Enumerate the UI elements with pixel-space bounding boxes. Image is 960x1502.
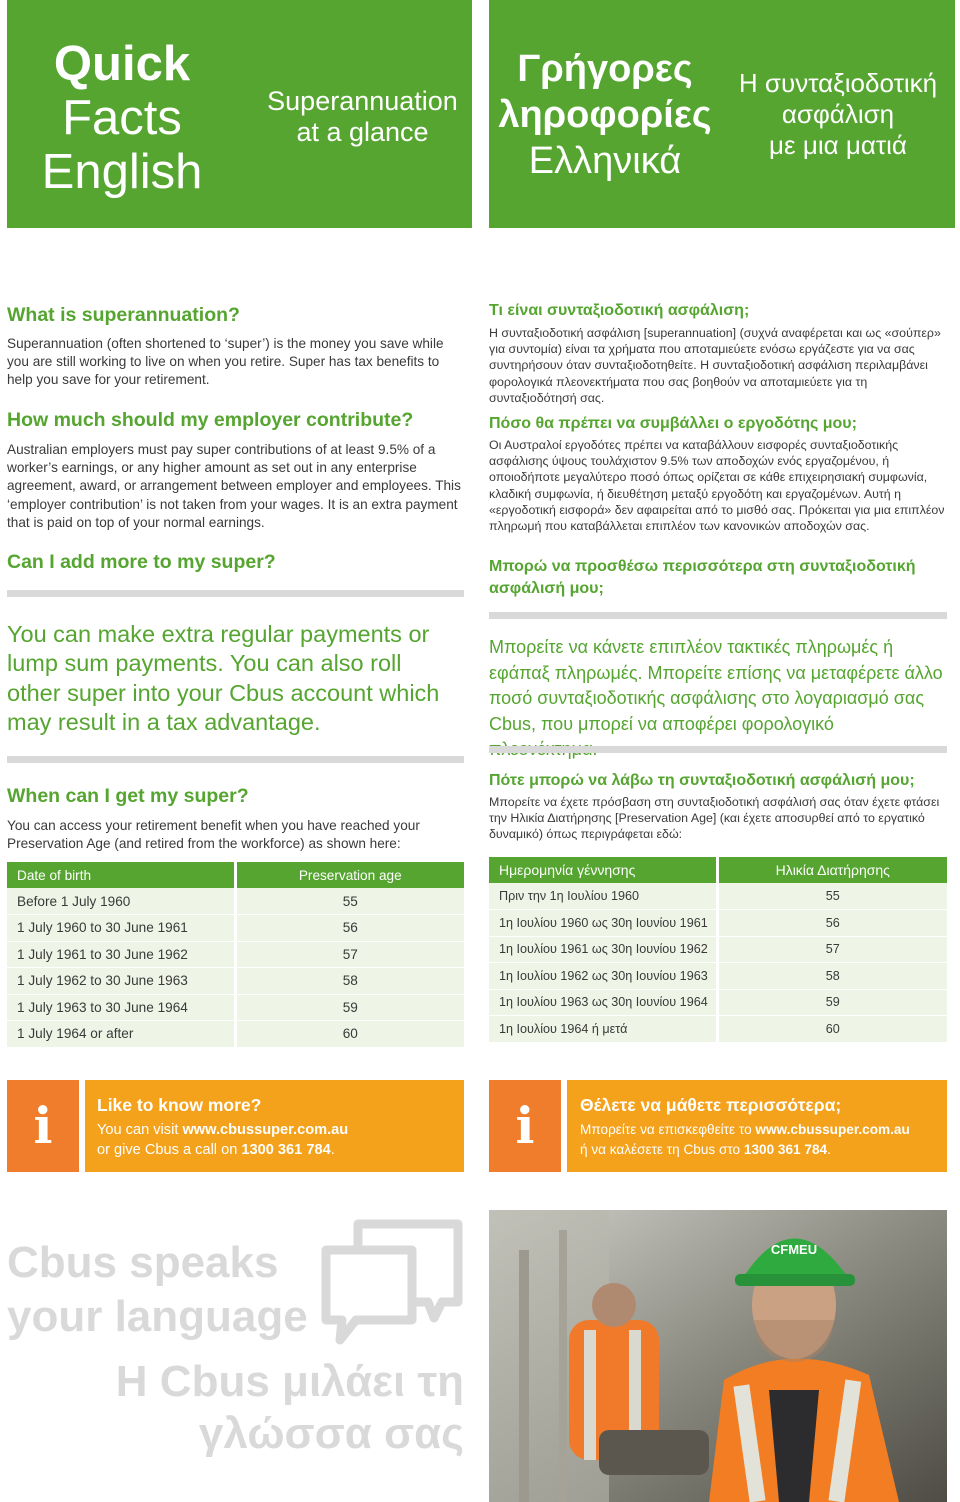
info-banner-gr (567, 1080, 947, 1172)
table-row (7, 888, 464, 915)
add-heading-gr: Μπορώ να προσθέσω περισσότερα στη συνταξιοδοτική ασφάλισή μου; (489, 558, 916, 597)
table-cell-dob: 1η Ιουλίου 1963 ως 30η Ιουνίου 1964 (489, 989, 717, 1016)
header-greek (489, 0, 955, 228)
table-header-dob: Ημερομηνία γέννησης (489, 857, 717, 883)
info-title-en: Like to know more? (97, 1095, 262, 1115)
table-header-age: Preservation age (235, 862, 464, 888)
table-row (7, 941, 464, 968)
when-text-en: You can access your retirement benefit when you have reached your Preservation Age (and retired from the workforce) as shown here: (7, 818, 420, 852)
table-row (7, 915, 464, 942)
table-cell-age: 56 (717, 910, 947, 937)
greek-subtitle-line-2: ασφάλιση (781, 99, 895, 129)
info-title-gr: Θέλετε να μάθετε περισσότερα; (580, 1095, 842, 1115)
table-header-row (7, 862, 464, 888)
speaks-en-line-1: Cbus speaks (7, 1238, 279, 1287)
table-cell-dob: 1 July 1964 or after (7, 1021, 235, 1048)
greek-title-line-3: Ελληνικά (528, 140, 682, 182)
employer-heading-gr: Πόσο θα πρέπει να συμβάλλει ο εργοδότης μου; (489, 415, 857, 432)
table-cell-dob: Before 1 July 1960 (7, 888, 235, 915)
what-heading-en: What is superannuation? (7, 304, 240, 326)
table-row (489, 936, 947, 963)
table-cell-age: 59 (717, 989, 947, 1016)
table-cell-age: 58 (235, 968, 464, 995)
title-line-2: Facts (62, 91, 182, 145)
what-heading-gr: Τι είναι συνταξιοδοτική ασφάλιση; (489, 302, 750, 319)
info-banner-en (85, 1080, 464, 1172)
divider-rule (7, 756, 464, 763)
table-header-dob: Date of birth (7, 862, 235, 888)
info-call-text: ή να καλέσετε τη Cbus στο (580, 1142, 744, 1157)
table-cell-dob: 1η Ιουλίου 1961 ως 30η Ιουνίου 1962 (489, 936, 717, 963)
header-subtitle (255, 86, 470, 148)
info-call-text: or give Cbus a call on (97, 1142, 242, 1158)
table-cell-dob: 1 July 1963 to 30 June 1964 (7, 994, 235, 1021)
subtitle-line-1: Superannuation (267, 86, 458, 116)
table-row (489, 963, 947, 990)
table-cell-age: 58 (717, 963, 947, 990)
info-icon: i (515, 1096, 535, 1155)
speaks-gr (7, 1356, 464, 1460)
phone-link[interactable]: 1300 361 784 (241, 1142, 331, 1158)
info-suffix: . (827, 1142, 831, 1157)
table-cell-dob: 1 July 1961 to 30 June 1962 (7, 941, 235, 968)
table-cell-dob: 1η Ιουλίου 1964 ή μετά (489, 1016, 717, 1043)
quick-facts-title (27, 37, 217, 199)
divider-rule (7, 590, 464, 597)
table-cell-age: 60 (235, 1021, 464, 1048)
employer-text-gr: Οι Αυστραλοί εργοδότες πρέπει να καταβάλλουν εισφορές συνταξιοδοτικής ασφάλισης ύψους τουλάχιστον 9.5% των αποδοχών ενός εργαζομένου, ή οποιοδήποτε μεγαλύτερο ποσό όπως ορίζεται σε κάθε επιχειρησιακή συμφωνία, κλαδική συμφωνία, ή διευθέτηση μεταξύ εργοδότη και εργαζομένων. Αυτή η «εργοδοτική εισφορά» δεν αφαιρείται από το μισθό σας. Πρόκειται για μια επιπλέον πληρωμή που καταβάλλεται επιπλέον των κανονικών αποδοχών σας. (489, 438, 945, 534)
header-english (7, 0, 472, 228)
when-heading-gr: Πότε μπορώ να λάβω τη συνταξιοδοτική ασφάλισή μου; (489, 772, 915, 789)
subtitle-line-2: at a glance (296, 117, 429, 147)
table-cell-dob: 1η Ιουλίου 1960 ως 30η Ιουνίου 1961 (489, 910, 717, 937)
speech-bubbles-icon (318, 1218, 466, 1348)
speaks-gr-line-2: γλώσσα σας (198, 1409, 464, 1458)
table-header-row (489, 857, 947, 883)
table-row (7, 1021, 464, 1048)
info-line-2-en (97, 1140, 335, 1160)
info-suffix: . (330, 1142, 335, 1158)
when-heading-en: When can I get my super? (7, 785, 249, 807)
info-line-2-gr (580, 1140, 831, 1160)
greek-subtitle (733, 68, 943, 161)
table-cell-dob: 1η Ιουλίου 1962 ως 30η Ιουνίου 1963 (489, 963, 717, 990)
preservation-table-gr (489, 857, 947, 1043)
table-row (489, 883, 947, 910)
table-row (489, 989, 947, 1016)
table-cell-age: 55 (717, 883, 947, 910)
what-text-en: Superannuation (often shortened to ‘super’) is the money you save while you are still working to live on when you retire. Super has tax benefits to help you save for your retirement. (7, 336, 444, 388)
divider-rule (489, 746, 947, 753)
table-row (489, 910, 947, 937)
table-cell-dob: 1 July 1960 to 30 June 1961 (7, 915, 235, 942)
info-visit-text: Μπορείτε να επισκεφθείτε το (580, 1122, 756, 1137)
greek-subtitle-line-3: με μια ματιά (769, 130, 907, 160)
preservation-table-en (7, 862, 464, 1048)
greek-title (495, 46, 715, 184)
employer-text-en: Australian employers must pay super contributions of at least 9.5% of a worker’s earnings, or any higher amount as set out in any enterprise agreement, award, or arrangement between employer and employees. This ‘employer contribution’ is not taken from your wages. It is an extra payment that is paid on top of your normal earnings. (7, 442, 461, 530)
worker-photo-art (489, 1210, 947, 1502)
when-text-gr: Μπορείτε να έχετε πρόσβαση στη συνταξιοδοτική ασφάλισή σας όταν έχετε φτάσει την Ηλικία Διατήρησης [Preservation Age] (και έχετε αποσυρθεί από το εργατικό δυναμικό) όπως περιγράφεται εδώ: (489, 795, 940, 842)
table-cell-age: 59 (235, 994, 464, 1021)
add-text-gr: Μπορείτε να κάνετε επιπλέον τακτικές πληρωμές ή εφάπαξ πληρωμές. Μπορείτε επίσης να μεταφέρετε άλλο ποσό συνταξιοδοτικής ασφάλισης στο λογαριασμό σας Cbus, που μπορεί να αποφέρει φορολογικό (489, 637, 943, 734)
website-link[interactable]: www.cbussuper.com.au (182, 1122, 349, 1138)
table-row (489, 1016, 947, 1043)
greek-title-line-2: ληροφορίες (498, 94, 712, 136)
speaks-gr-line-1: Η Cbus μιλάει τη (115, 1357, 464, 1406)
greek-title-line-1: Γρήγορες (517, 48, 693, 90)
table-cell-age: 60 (717, 1016, 947, 1043)
employer-heading-en: How much should my employer contribute? (7, 409, 414, 431)
table-header-age: Ηλικία Διατήρησης (717, 857, 947, 883)
table-cell-age: 57 (717, 936, 947, 963)
add-text-en: You can make extra regular payments or lump sum payments. You can also roll other super into your Cbus account which may result in a tax advantage. (7, 621, 440, 736)
what-text-gr: Η συνταξιοδοτική ασφάλιση [superannuation] (συχνά αναφέρεται και ως «σούπερ» για συντομία) είναι τα χρήματα που αποταμιεύετε ενόσω εργάζεστε για να σας συντηρήσουν όταν συνταξιοδοτηθείτε. Η συνταξιοδοτική ασφάλιση περιλαμβάνει φορολογικά πλεονεκτήματα που σας βοηθούν να αποταμιεύετε για τη συνταξιοδότησή σας. (489, 326, 941, 405)
table-row (7, 968, 464, 995)
info-visit-text: You can visit (97, 1122, 183, 1138)
table-cell-age: 55 (235, 888, 464, 915)
phone-link[interactable]: 1300 361 784 (743, 1142, 828, 1157)
speaks-en-line-2: your language (7, 1292, 308, 1341)
info-line-1-en (97, 1120, 348, 1140)
info-icon-box-gr (489, 1080, 561, 1172)
info-icon: i (33, 1096, 53, 1155)
table-cell-age: 57 (235, 941, 464, 968)
add-heading-en: Can I add more to my super? (7, 551, 276, 573)
info-icon-box-en (7, 1080, 79, 1172)
table-cell-dob: 1 July 1962 to 30 June 1963 (7, 968, 235, 995)
table-cell-age: 56 (235, 915, 464, 942)
worker-photo (489, 1210, 947, 1502)
table-cell-dob: Πριν την 1η Ιουλίου 1960 (489, 883, 717, 910)
title-line-3: English (41, 145, 203, 199)
helmet-text: CFMEU (770, 1242, 818, 1257)
greek-subtitle-line-1: Η συνταξιοδοτική (738, 68, 938, 98)
title-line-1: Quick (53, 37, 191, 91)
speaks-en (7, 1236, 308, 1344)
divider-rule (489, 612, 947, 619)
info-line-1-gr (580, 1120, 910, 1140)
website-link[interactable]: www.cbussuper.com.au (755, 1122, 910, 1137)
table-row (7, 994, 464, 1021)
